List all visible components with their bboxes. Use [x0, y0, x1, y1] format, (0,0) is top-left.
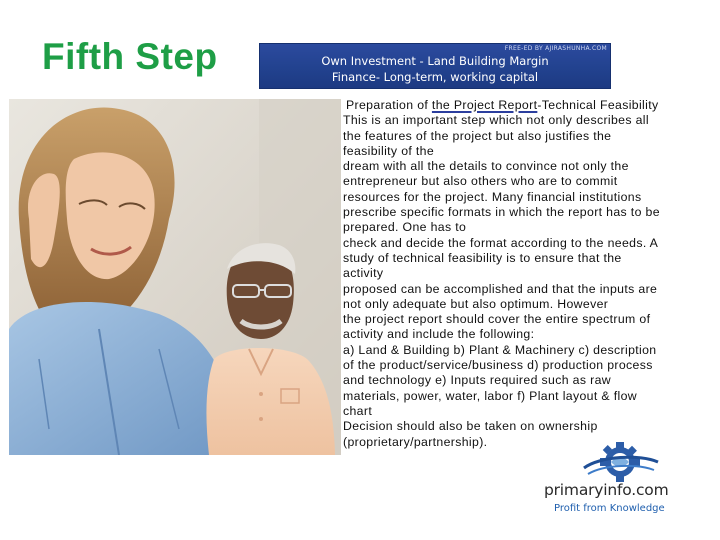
banner-credit: FREE-ED BY AJIRASHUNHA.COM: [504, 45, 607, 52]
text-line: activity and include the following:: [343, 327, 535, 342]
text-line: dream with all the details to convince not only the: [343, 159, 629, 174]
text-line: resources for the project. Many financial institutions: [343, 189, 642, 204]
text-line: check and decide the format according to the needs. A: [343, 235, 659, 250]
text-line: the features of the project but also justifies the: [343, 128, 612, 143]
text-line: This is an important step which not only describes all: [343, 113, 649, 128]
logo-name: primaryinfo.com: [544, 481, 669, 499]
text-line: of the product/service/business d) production process: [343, 358, 653, 373]
lead-prefix: Preparation of: [346, 98, 432, 112]
text-line: the project report should cover the entire spectrum of: [343, 312, 651, 327]
text-line: entrepreneur but also others who are to commit: [343, 174, 618, 189]
lead-line: [343, 98, 705, 113]
text-line: activity: [343, 266, 384, 281]
text-line: materials, power, water, labor f) Plant layout & flow: [343, 388, 637, 403]
slide-title: Fifth Step: [42, 36, 218, 77]
gear-globe-icon: [580, 438, 660, 482]
text-line: and technology e) Inputs required such as raw: [343, 373, 611, 388]
text-line: feasibility of the: [343, 143, 435, 158]
logo-tagline: Profit from Knowledge: [554, 503, 665, 514]
lead-suffix: -Technical Feasibility: [537, 98, 659, 112]
text-line: proposed can be accomplished and that the inputs are: [343, 281, 658, 296]
text-line: study of technical feasibility is to ensure that the: [343, 250, 622, 265]
text-line: Decision should also be taken on ownership: [343, 419, 598, 434]
text-line: prescribe specific formats in which the report has to be: [343, 205, 660, 220]
text-line: (proprietary/partnership).: [343, 434, 488, 449]
primaryinfo-logo: [540, 438, 690, 520]
text-line: chart: [343, 403, 373, 418]
project-report-description: [343, 98, 705, 450]
banner-line-1: Own Investment - Land Building Margin: [321, 54, 549, 68]
text-line: prepared. One has to: [343, 220, 467, 235]
header-banner: [259, 43, 611, 89]
text-line: not only adequate but also optimum. However: [343, 296, 609, 311]
project-report-link-text: the Project Report: [431, 98, 538, 112]
banner-line-2: Finance- Long-term, working capital: [331, 70, 539, 84]
text-line: a) Land & Building b) Plant & Machinery c) description: [343, 342, 657, 357]
advertisement-photo: [9, 99, 341, 455]
